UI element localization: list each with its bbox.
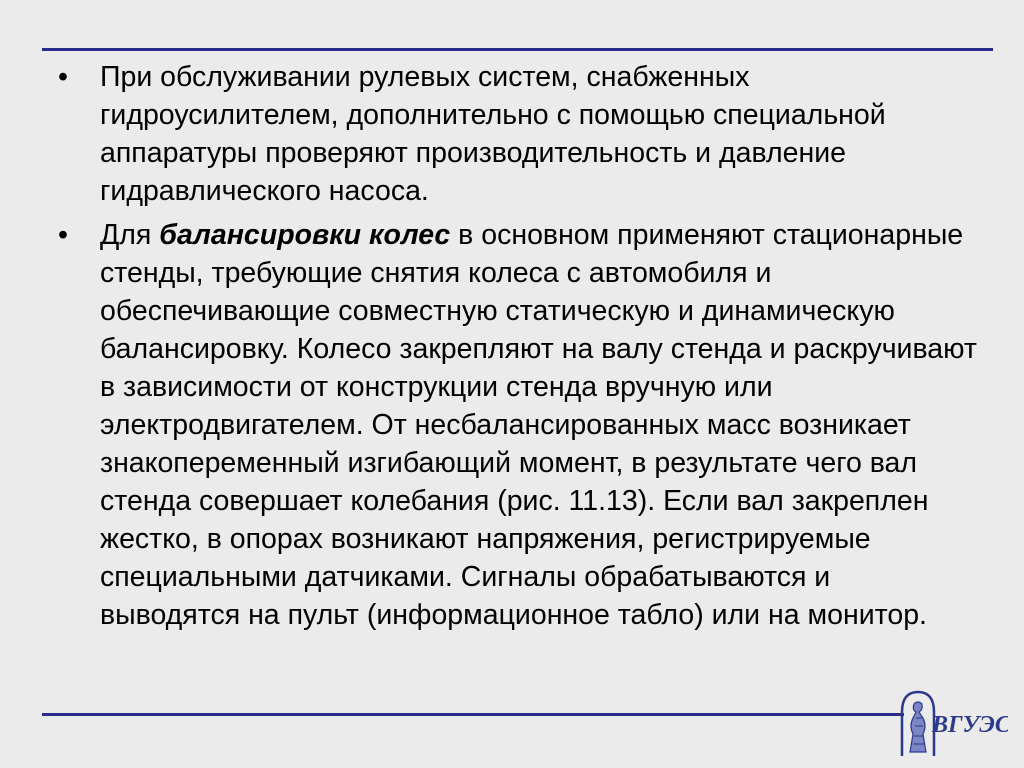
bullet-text-rest: в основном применяют стационарные стенды, требующие снятия колеса с автомобиля и обеспечивающие совместную статическую и динамическую балансировку. Колесо закрепляют на валу стенда и раскручивают в зависимости от конструкции стенда вручную или электродвигателем. От несбалансированных масс возникает знакопеременный изгибающий момент, в результате чего вал стенда совершает колебания (рис. 11.13). Если вал закреплен жестко, в опорах возникают напряжения, регистрируемые специальными датчиками. Сигналы обрабатываются и выводятся на пульт (информационное табло) или на монитор.: [100, 219, 977, 631]
bottom-divider: [42, 713, 904, 716]
bullet-item-2: [58, 216, 978, 634]
slide-body: [58, 58, 978, 640]
bullet-item-1: [58, 58, 978, 210]
bullet-marker: •: [58, 61, 68, 93]
bullet-text-prefix: Для: [100, 219, 160, 251]
bullet-emphasis: балансировки колес: [159, 219, 451, 251]
bullet-text: При обслуживании рулевых систем, снабженных гидроусилителем, дополнительно с помощью специальной аппаратуры проверяют производительность и давление гидравлического насоса.: [100, 61, 886, 207]
bullet-marker: •: [58, 219, 68, 251]
logo-text: ВГУЭС: [932, 712, 1008, 738]
top-divider: [42, 48, 993, 51]
university-logo: [896, 688, 1008, 760]
university-logo-icon: [896, 688, 1008, 760]
